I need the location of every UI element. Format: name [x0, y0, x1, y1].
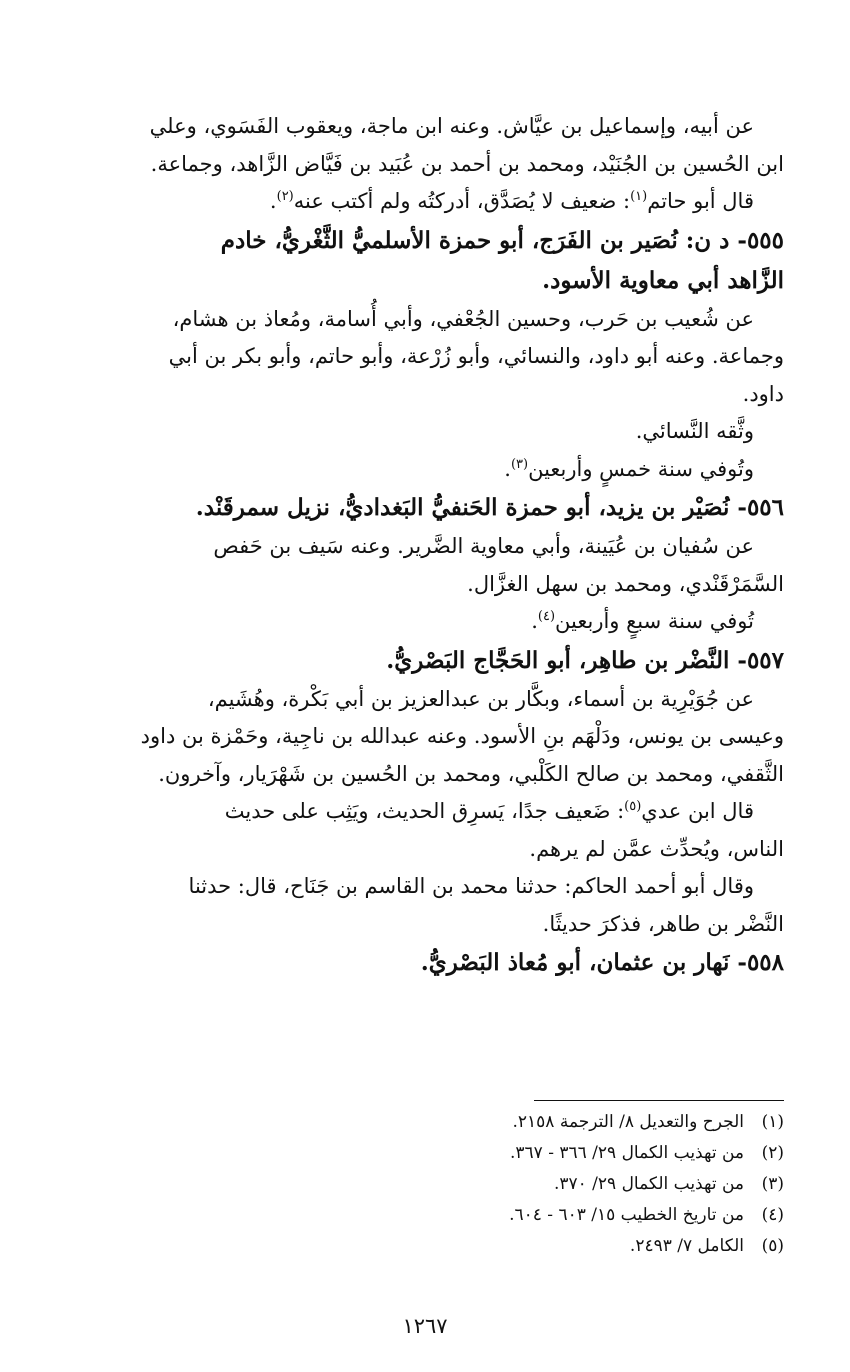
footnote — [74, 1200, 784, 1231]
footnote — [74, 1107, 784, 1138]
entry-heading-line: ٥٥٥- د ن: نُصَير بن الفَرَج، أبو حمزة الأسلميُّ الثَّغْريُّ، خادم — [220, 226, 784, 254]
footnote-text: من تاريخ الخطيب ١٥/ ٦٠٣ - ٦٠٤. — [509, 1205, 744, 1225]
footnote-number: (٥) — [761, 1236, 784, 1256]
footnote — [74, 1169, 784, 1200]
text-line: النَّضْر بن طاهر، فذكرَ حديثًا. — [542, 911, 784, 936]
footnote-number: (١) — [761, 1112, 784, 1132]
text-line — [74, 183, 784, 221]
text-line: عن سُفيان بن عُيَينة، وأبي معاوية الضَّرير. وعنه سَيف بن حَفص — [213, 534, 754, 558]
text-line: وعيسى بن يونس، ودَلْهَم بنِ الأسود. وعنه عبدالله بن ناجِية، وحَمْزة بن داود — [140, 724, 784, 748]
text-line — [74, 603, 784, 641]
footnote-number: (٣) — [761, 1174, 784, 1194]
text-line: وقال أبو أحمد الحاكم: حدثنا محمد بن القاسم بن جَنَاح، قال: حدثنا — [188, 874, 754, 898]
footnote-number: (٢) — [761, 1143, 784, 1163]
text-line: داود. — [742, 381, 784, 406]
text-segment: قال أبو حاتم — [647, 189, 754, 213]
footnote — [74, 1138, 784, 1169]
footnote-list — [74, 1107, 784, 1262]
footnote-reference: (١) — [630, 189, 648, 204]
footnote-reference: (٢) — [276, 189, 294, 204]
entry-heading-line: ٥٥٨- نَهار بن عثمان، أبو مُعاذ البَصْريُّ. — [420, 949, 784, 976]
text-line: عن جُوَيْرِية بن أسماء، وبكَّار بن عبدالعزيز بن أبي بَكْرة، وهُشَيم، — [207, 686, 754, 711]
text-line: وجماعة. وعنه أبو داود، والنسائي، وأبو زُرْعة، وأبو حاتم، وأبو بكر بن أبي — [168, 344, 784, 368]
footnote-reference: (٣) — [510, 456, 529, 472]
text-line: عن أبيه، وإسماعيل بن عيَّاش. وعنه ابن ماجة، ويعقوب الفَسَوي، وعلي — [149, 114, 754, 138]
text-segment: . — [269, 189, 277, 213]
footnote-reference: (٤) — [537, 609, 556, 624]
text-line: ابن الحُسين بن الجُنَيْد، ومحمد بن أحمد بن عُبَيد بن فَيَّاض الزَّاهد، وجماعة. — [150, 151, 784, 176]
text-line — [74, 793, 784, 831]
footnote-reference: (٥) — [624, 799, 642, 814]
page-number: ١٢٦٧ — [402, 1314, 448, 1338]
footnote-separator — [534, 1100, 784, 1101]
text-segment: قال ابن عدي — [641, 799, 754, 823]
text-segment: . — [504, 456, 511, 481]
text-segment: . — [531, 609, 538, 633]
footnote-text: الجرح والتعديل ٨/ الترجمة ٢١٥٨. — [512, 1112, 744, 1132]
text-segment: : ضعيف لا يُصَدَّق، أدركتُه ولم أكتب عنه — [293, 189, 631, 213]
footnotes-section — [74, 1100, 784, 1262]
text-line — [74, 451, 784, 489]
main-text — [74, 108, 784, 983]
text-line: السَّمَرْقَنْدي، ومحمد بن سهل الغزَّال. — [467, 571, 784, 596]
entry-heading-line: ٥٥٧- النَّضْر بن طاهِر، أبو الحَجَّاج البَصْريُّ. — [386, 646, 784, 674]
footnote-number: (٤) — [761, 1205, 784, 1225]
text-line: الناس، ويُحدِّث عمَّن لم يرهم. — [529, 836, 784, 861]
text-line: عن شُعيب بن حَرب، وحسين الجُعْفي، وأبي أُسامة، ومُعاذ بن هشام، — [172, 306, 754, 331]
footnote-text: من تهذيب الكمال ٢٩/ ٣٧٠. — [553, 1174, 744, 1194]
text-line: الثَّقفي، ومحمد بن صالح الكَلْبي، ومحمد بن الحُسين بن شَهْرَيار، وآخرون. — [158, 761, 784, 786]
entry-heading-line: ٥٥٦- نُصَيْر بن يزيد، أبو حمزة الحَنفيُّ البَغداديُّ، نزيل سمرقَنْد. — [195, 494, 784, 521]
text-segment: : ضَعيف جدًا، يَسرِق الحديث، ويَثِب على حديث — [224, 799, 625, 823]
text-segment: وتُوفي سنة خمسٍ وأربعين — [528, 456, 754, 481]
footnote — [74, 1231, 784, 1262]
footnote-text: من تهذيب الكمال ٢٩/ ٣٦٦ - ٣٦٧. — [509, 1143, 744, 1163]
entry-heading-line: الزَّاهد أبي معاوية الأسود. — [542, 266, 784, 294]
text-line: وثَّقه النَّسائي. — [635, 419, 754, 443]
footnote-text: الكامل ٧/ ٢٤٩٣. — [629, 1236, 744, 1256]
text-segment: تُوفي سنة سبعٍ وأربعين — [555, 609, 754, 633]
